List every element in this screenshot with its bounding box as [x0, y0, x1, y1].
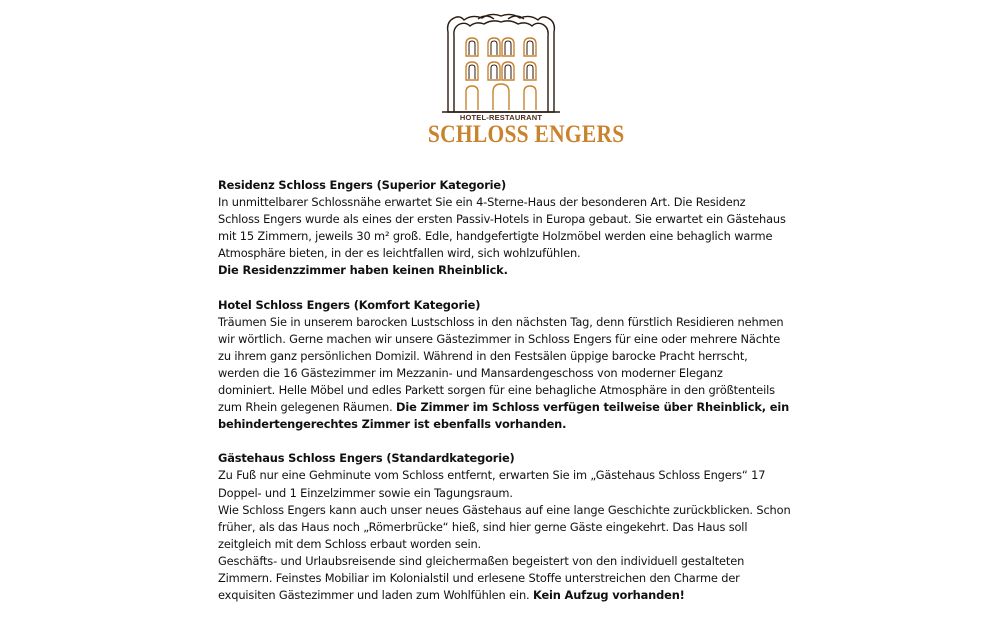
- hotel-logo: [416, 10, 625, 155]
- paragraph-line: werden die 16 Gästezimmer im Mezzanin- und Mansardengeschoss von moderner Eleganz: [218, 365, 723, 380]
- room-categories-text: [218, 177, 798, 604]
- paragraph-line: mit 15 Zimmern, jeweils 30 m² groß. Edle, handgefertigte Holzmöbel werden eine behaglich warme: [218, 229, 773, 244]
- paragraph-line: zu ihrem ganz persönlichen Domizil. Während in den Festsälen üppige barocke Pracht herrscht,: [218, 348, 748, 363]
- paragraph-line: zeitgleich mit dem Schloss erbaut worden sein.: [218, 536, 482, 551]
- section-hotel: [218, 297, 798, 434]
- section-gaestehaus: [218, 450, 798, 604]
- section-heading: Hotel Schloss Engers (Komfort Kategorie): [218, 297, 481, 312]
- section-heading: Gästehaus Schloss Engers (Standardkategorie): [218, 451, 515, 466]
- section-heading: Residenz Schloss Engers (Superior Kategorie): [218, 178, 507, 192]
- highlight-text: Kein Aufzug vorhanden!: [532, 588, 685, 603]
- paragraph-line: Schloss Engers wurde als eines der ersten Passiv-Hotels in Europa gebaut. Sie erwartet ein Gästehaus: [218, 212, 786, 227]
- paragraph-line: Atmosphäre bieten, in der es leichtfallen wird, sich wohlzufühlen.: [218, 246, 581, 261]
- castle-icon: [416, 10, 586, 115]
- highlight-line: behindertengerechtes Zimmer ist ebenfalls vorhanden.: [218, 417, 567, 432]
- paragraph-line: [218, 587, 798, 604]
- highlight-text: Die Zimmer im Schloss verfügen teilweise über Rheinblick, ein: [396, 400, 790, 415]
- paragraph-line: Zu Fuß nur eine Gehminute vom Schloss entfernt, erwarten Sie im „Gästehaus Schloss Engers“ 17: [218, 468, 766, 483]
- plain-text: zum Rhein gelegenen Räumen.: [218, 400, 397, 415]
- highlight-line: Die Residenzzimmer haben keinen Rheinblick.: [218, 263, 508, 278]
- paragraph-line: [218, 399, 798, 416]
- paragraph-line: Zimmern. Feinstes Mobiliar im Kolonialstil und erlesene Stoffe unterstreichen den Charme der: [218, 570, 740, 585]
- paragraph-line: Träumen Sie in unserem barocken Lustschloss in den nächsten Tag, denn fürstlich Residieren nehmen: [218, 314, 784, 329]
- paragraph-line: dominiert. Helle Möbel und edles Parkett sorgen für eine behagliche Atmosphäre in den größtenteils: [218, 383, 775, 398]
- paragraph-line: In unmittelbarer Schlossnähe erwartet Sie ein 4-Sterne-Haus der besonderen Art. Die Residenz: [218, 195, 746, 210]
- section-residenz: [218, 177, 798, 280]
- logo-title: SCHLOSS ENGERS: [427, 121, 625, 148]
- paragraph-line: Doppel- und 1 Einzelzimmer sowie ein Tagungsraum.: [218, 485, 513, 500]
- paragraph-line: Wie Schloss Engers kann auch unser neues Gästehaus auf eine lange Geschichte zurückblicken. Schon: [218, 502, 791, 517]
- paragraph-line: wir wörtlich. Gerne machen wir unsere Gästezimmer in Schloss Engers für eine oder mehrere Nächte: [218, 331, 781, 346]
- plain-text: exquisiten Gästezimmer und laden zum Wohlfühlen ein.: [218, 588, 533, 603]
- paragraph-line: Geschäfts- und Urlaubsreisende sind gleichermaßen begeistert von den individuell gestalteten: [218, 553, 745, 568]
- logo-subtitle: HOTEL-RESTAURANT: [459, 113, 543, 122]
- paragraph-line: früher, als das Haus noch „Römerbrücke“ hieß, sind hier gerne Gäste eingekehrt. Das Haus soll: [218, 519, 748, 534]
